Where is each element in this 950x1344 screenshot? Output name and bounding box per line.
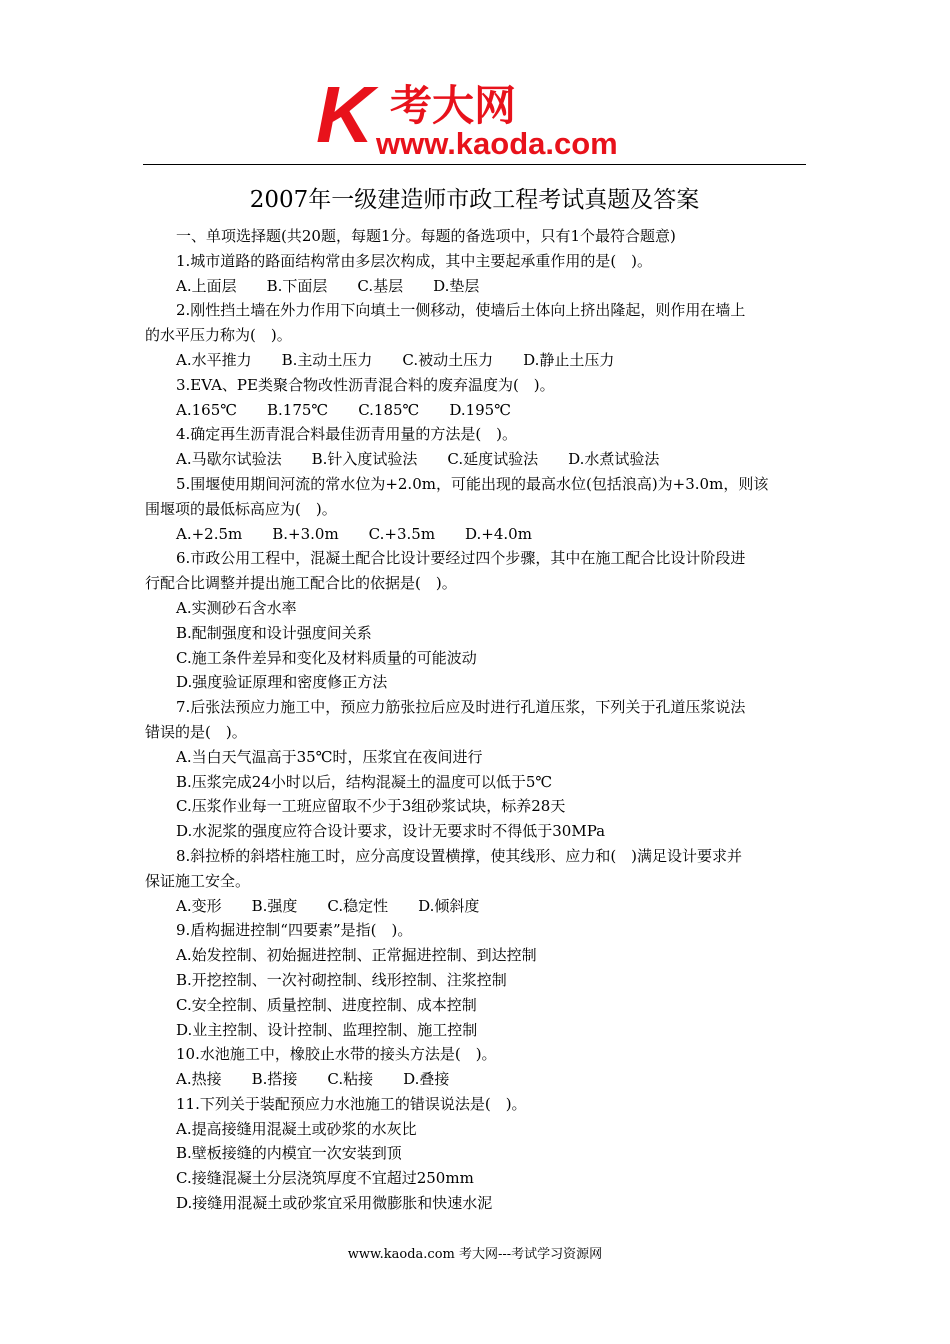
text-line: A.165℃ B.175℃ C.185℃ D.195℃ bbox=[176, 400, 512, 419]
text-line: A.提高接缝用混凝土或砂浆的水灰比 bbox=[176, 1119, 417, 1138]
text-line: 7.后张法预应力施工中，预应力筋张拉后应及时进行孔道压浆，下列关于孔道压浆说法 bbox=[176, 698, 746, 717]
text-line: 行配合比调整并提出施工配合比的依据是( )。 bbox=[145, 574, 457, 593]
text-line: 9.盾构掘进控制“四要素”是指( )。 bbox=[176, 921, 413, 940]
kaoda-logo bbox=[316, 78, 642, 160]
text-line: A.+2.5m B.+3.0m C.+3.5m D.+4.0m bbox=[176, 524, 532, 543]
text-line: A.始发控制、初始掘进控制、正常掘进控制、到达控制 bbox=[176, 946, 537, 965]
text-line: 8.斜拉桥的斜塔柱施工时，应分高度设置横撑，使其线形、应力和( )满足设计要求并 bbox=[176, 846, 743, 865]
text-line: A.变形 B.强度 C.稳定性 D.倾斜度 bbox=[176, 896, 480, 915]
text-line: A.马歇尔试验法 B.针入度试验法 C.延度试验法 D.水煮试验法 bbox=[176, 450, 660, 469]
text-line: 5.围堰使用期间河流的常水位为+2.0m，可能出现的最高水位(包括浪高)为+3.0m，则该 bbox=[176, 474, 769, 493]
text-line: B.压浆完成24小时以后，结构混凝土的温度可以低于5℃ bbox=[176, 772, 553, 791]
text-line: B.配制强度和设计强度间关系 bbox=[176, 623, 372, 642]
text-line: 11.下列关于装配预应力水池施工的错误说法是( )。 bbox=[176, 1094, 527, 1113]
text-line: 1.城市道路的路面结构常由多层次构成，其中主要起承重作用的是( )。 bbox=[176, 251, 653, 270]
document-title: 2007年一级建造师市政工程考试真题及答案 bbox=[249, 187, 700, 213]
text-line: A.实测砂石含水率 bbox=[176, 598, 297, 617]
kaoda-logo-graphic bbox=[316, 78, 642, 160]
logo-chinese-text: 考大网 bbox=[390, 81, 517, 130]
text-line: C.接缝混凝土分层浇筑厚度不宜超过250mm bbox=[176, 1169, 474, 1188]
text-line: D.强度验证原理和密度修正方法 bbox=[176, 673, 388, 692]
text-line: 错误的是( )。 bbox=[145, 722, 247, 741]
text-line: 保证施工安全。 bbox=[145, 871, 251, 890]
text-line: B.壁板接缝的内模宜一次安装到顶 bbox=[176, 1144, 402, 1163]
text-line: 一、单项选择题(共20题，每题1分。每题的备选项中，只有1个最符合题意) bbox=[176, 227, 676, 245]
question-content bbox=[145, 224, 807, 1216]
text-line: C.施工条件差异和变化及材料质量的可能波动 bbox=[176, 648, 477, 667]
text-line: D.业主控制、设计控制、监理控制、施工控制 bbox=[176, 1020, 478, 1039]
page-footer: www.kaoda.com 考大网---考试学习资源网 bbox=[347, 1247, 603, 1262]
text-line: 4.确定再生沥青混合料最佳沥青用量的方法是( )。 bbox=[176, 425, 518, 444]
text-line: D.水泥浆的强度应符合设计要求，设计无要求时不得低于30MPa bbox=[176, 822, 606, 841]
text-line: 10.水池施工中，橡胶止水带的接头方法是( )。 bbox=[176, 1045, 497, 1064]
text-line: 围堰项的最低标高应为( )。 bbox=[145, 499, 337, 518]
logo-k-letter: K bbox=[316, 78, 374, 159]
text-line: A.水平推力 B.主动土压力 C.被动土压力 D.静止土压力 bbox=[176, 350, 615, 369]
logo-url-text: www.kaoda.com bbox=[376, 126, 618, 160]
text-line: A.热接 B.搭接 C.粘接 D.叠接 bbox=[176, 1070, 450, 1089]
header-rule bbox=[143, 164, 806, 165]
text-line: 6.市政公用工程中，混凝土配合比设计要经过四个步骤，其中在施工配合比设计阶段进 bbox=[176, 549, 746, 568]
text-line: D.接缝用混凝土或砂浆宜采用微膨胀和快速水泥 bbox=[176, 1194, 493, 1213]
text-line: A.上面层 B.下面层 C.基层 D.垫层 bbox=[176, 276, 480, 295]
text-line: 3.EVA、PE类聚合物改性沥青混合料的废弃温度为( )。 bbox=[176, 375, 555, 394]
text-line: A.当白天气温高于35℃时，压浆宜在夜间进行 bbox=[176, 747, 483, 766]
text-line: B.开挖控制、一次衬砌控制、线形控制、注浆控制 bbox=[176, 970, 507, 989]
text-line: 的水平压力称为( )。 bbox=[145, 326, 292, 345]
text-line: 2.刚性挡土墙在外力作用下向填土一侧移动，使墙后土体向上挤出隆起，则作用在墙上 bbox=[176, 301, 746, 320]
text-line: C.压浆作业每一工班应留取不少于3组砂浆试块，标养28天 bbox=[176, 797, 566, 816]
text-line: C.安全控制、质量控制、进度控制、成本控制 bbox=[176, 995, 477, 1014]
